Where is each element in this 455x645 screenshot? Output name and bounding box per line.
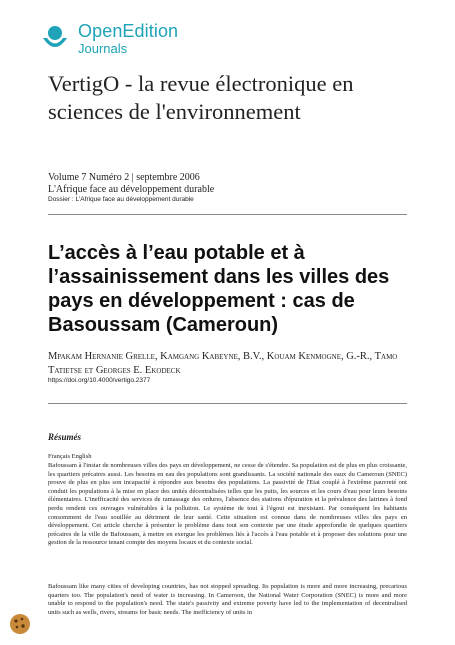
issue-info [48,172,214,196]
language-links[interactable]: Français English [48,453,92,460]
dossier-line[interactable]: Dossier : L'Afrique face au développement durable [48,196,194,203]
divider [48,214,407,215]
cookie-icon[interactable] [8,612,32,636]
doi-link[interactable]: https://doi.org/10.4000/vertigo.2377 [48,377,151,384]
logo-subtitle: Journals [78,41,128,56]
logo-name: OpenEdition [78,21,179,41]
issue-line[interactable]: Volume 7 Numéro 2 | septembre 2006 [48,172,200,183]
resumes-heading: Résumés [48,432,82,442]
article-authors: Mpakam Hernanie Grelle, Kamgang Kabeyne, B.V., Kouam Kenmogne, G.-R., Tamo Tatietse et Georges E. Ekodeck [48,351,398,376]
journal-title[interactable]: VertigO - la revue électronique en sciences de l'environnement [48,71,354,124]
divider [48,403,407,404]
openedition-logo-icon [40,24,70,54]
abstract-fr: Bafoussam à l'instar de nombreuses villes des pays en développement, ne cesse de s'étendre. Sa population est de plus en plus croissante, les quartiers précaires aussi. Les besoins en eau des populations sont grandissants. La société nationale des eaux du Cameroun (SNEC) prouve de plus en plus son incapacité à répondre aux besoins des populations. La passivité de l'Etat couplé à l'extrême pauvreté ont conduit les populations à la mise en place des unités décentralisées telles que les puits, les sources et les cours d'eau pour leurs besoins élémentaires. L'inefficacité des services de ramassage des ordures, l'absence des stations d'épuration et la prévalence des latrines à fond perdu rendent ces ouvrages vulnérables à la pollution. Le système de tout à l'égout est inexistant. Par conséquent les habitants consomment de l'eau souillée au détriment de leur santé. Cette situation est connue dans de nombreuses villes des pays en développement. Cet article cherche à présenter le problème dans tout son contexte par une étude approfondie de quelques quartiers précaires de la ville de Bafoussam, à mettre en exergue les problèmes liés à l'accès à l'eau potable et à proposer des solutions pour une gestion de la ressource tenant compte des moyens locaux et du contexte social. [48,462,407,547]
abstract-en: Bafoussam like many cities of developing countries, has not stopped spreading. Its population is more and more increasing, precarious quarters too. The population's need of water is increasing. In Cameroon, the National Water Corporation (SNEC) is more and more unable to respond to the population's need. The state's passivity and extreme poverty have led to the implementation of decentralised units such as wells, rivers, streams for basic needs. The inefficiency of units in [48,583,407,616]
issue-theme[interactable]: L'Afrique face au développement durable [48,184,215,195]
openedition-logo[interactable] [40,22,178,55]
article-title: L’accès à l’eau potable et à l’assainissement dans les villes des pays en développement : cas de Basoussam (Cameroun) [48,242,390,336]
